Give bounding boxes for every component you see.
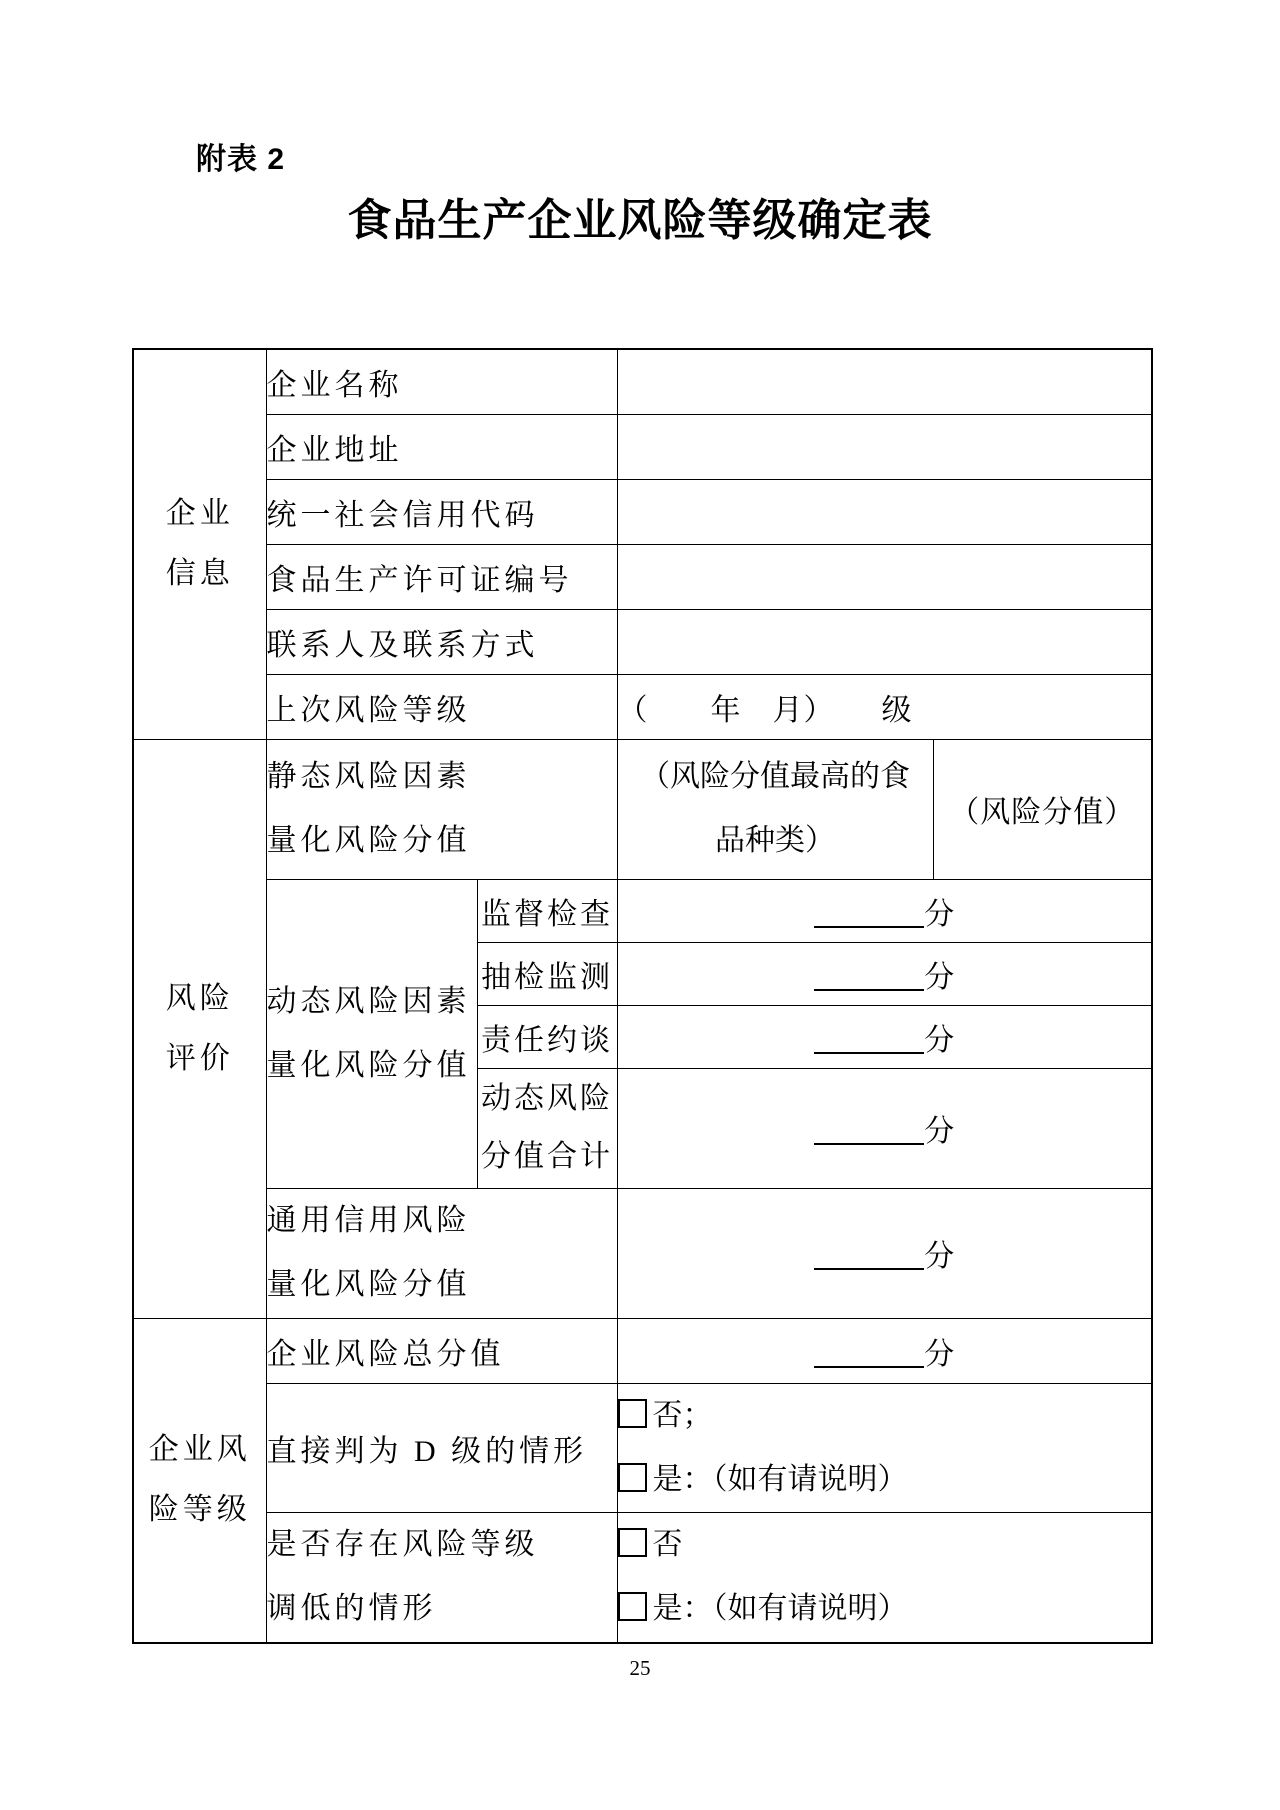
cell-sampling-monitoring-score: 分 (617, 942, 1152, 1005)
row-label-total-risk-score: 企业风险总分值 (266, 1318, 617, 1383)
cell-total-risk-score: 分 (617, 1318, 1152, 1383)
cell-general-credit-risk-score: 分 (617, 1188, 1152, 1318)
row-label-credit-code: 统一社会信用代码 (266, 479, 617, 544)
section-label-enterprise-info: 企业 信息 (133, 349, 266, 739)
option-no: 否 (618, 1513, 1152, 1577)
row-label-enterprise-address: 企业地址 (266, 414, 617, 479)
score-blank-line (814, 959, 924, 991)
score-blank-line (814, 896, 924, 928)
page-number: 25 (629, 1656, 651, 1680)
row-label-contact: 联系人及联系方式 (266, 609, 617, 674)
sub-label-dynamic-risk-total: 动态风险 分值合计 (477, 1068, 617, 1188)
annex-label: 附表 2 (196, 143, 286, 176)
score-blank-line (814, 1238, 924, 1270)
table-row (133, 544, 1152, 609)
cell-responsibility-interview-score: 分 (617, 1005, 1152, 1068)
cell-static-risk-score: （风险分值） (933, 739, 1152, 879)
section-label-risk-evaluation: 风险 评价 (133, 739, 266, 1318)
row-label-direct-grade-d: 直接判为 D 级的情形 (266, 1383, 617, 1512)
score-blank-line (814, 1022, 924, 1054)
cell-supervision-inspection-score: 分 (617, 879, 1152, 942)
cell-dynamic-risk-total-score: 分 (617, 1068, 1152, 1188)
cell-credit-code-value (617, 479, 1152, 544)
option-yes: 是：（如有请说明） (618, 1448, 1152, 1512)
cell-highest-risk-food-type: （风险分值最高的食 品种类） (617, 739, 933, 879)
score-blank-line (814, 1336, 924, 1368)
table-row (133, 1383, 1152, 1512)
option-yes: 是：（如有请说明） (618, 1577, 1152, 1641)
checkbox-unchecked-icon (618, 1463, 647, 1492)
table-row (133, 414, 1152, 479)
risk-level-table (132, 348, 1153, 1644)
table-row (133, 674, 1152, 739)
table-row (133, 349, 1152, 414)
sub-label-sampling-monitoring: 抽检监测 (477, 942, 617, 1005)
sub-label-supervision-inspection: 监督检查 (477, 879, 617, 942)
checkbox-unchecked-icon (618, 1528, 647, 1557)
row-label-grade-downgrade: 是否存在风险等级 调低的情形 (266, 1512, 617, 1643)
row-label-license-number: 食品生产许可证编号 (266, 544, 617, 609)
row-label-general-credit-risk: 通用信用风险 量化风险分值 (266, 1188, 617, 1318)
row-label-dynamic-risk: 动态风险因素 量化风险分值 (266, 879, 477, 1188)
cell-grade-downgrade-options (617, 1512, 1152, 1643)
sub-label-responsibility-interview: 责任约谈 (477, 1005, 617, 1068)
score-blank-line (814, 1113, 924, 1145)
table-row (133, 739, 1152, 879)
option-no: 否； (618, 1384, 1152, 1448)
table-row (133, 609, 1152, 674)
page-title: 食品生产企业风险等级确定表 (347, 196, 933, 245)
table-row (133, 479, 1152, 544)
table-row (133, 1512, 1152, 1643)
row-label-static-risk: 静态风险因素 量化风险分值 (266, 739, 617, 879)
checkbox-unchecked-icon (618, 1399, 647, 1428)
table-row (133, 1318, 1152, 1383)
table-row (133, 1188, 1152, 1318)
cell-contact-value (617, 609, 1152, 674)
cell-license-number-value (617, 544, 1152, 609)
row-label-enterprise-name: 企业名称 (266, 349, 617, 414)
cell-enterprise-address-value (617, 414, 1152, 479)
table-row (133, 879, 1152, 942)
section-label-enterprise-risk-grade: 企业风 险等级 (133, 1318, 266, 1643)
cell-previous-risk-level-value: （ 年 月） 级 (617, 674, 1152, 739)
row-label-previous-risk-level: 上次风险等级 (266, 674, 617, 739)
checkbox-unchecked-icon (618, 1592, 647, 1621)
cell-direct-grade-d-options (617, 1383, 1152, 1512)
cell-enterprise-name-value (617, 349, 1152, 414)
